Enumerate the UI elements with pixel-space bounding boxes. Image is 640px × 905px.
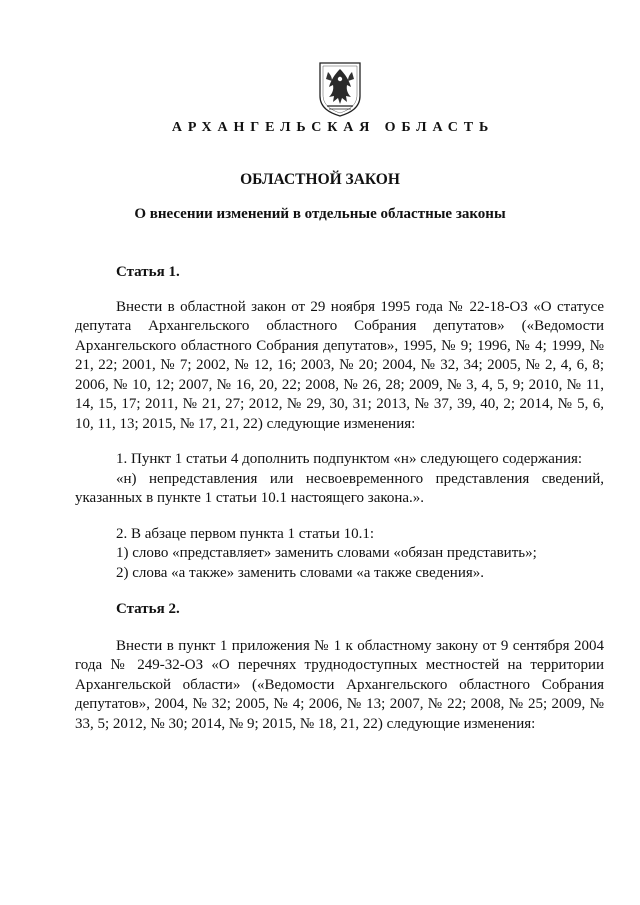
article-1-item-2-sub-1: 1) слово «представляет» заменить словами «обязан представить»; [116,545,537,561]
article-1-item-2: 2. В абзаце первом пункта 1 статьи 10.1: [116,525,374,542]
article-2-heading: Статья 2. [116,601,180,617]
article-1-item-2-sub-2: 2) слова «а также» заменить словами «а также сведения». [116,564,485,581]
coat-of-arms-icon [317,60,363,117]
article-1-heading: Статья 1. [116,264,180,280]
article-1-item-1: 1. Пункт 1 статьи 4 дополнить подпунктом «н» следующего содержания: [116,451,583,467]
law-type-heading: ОБЛАСТНОЙ ЗАКОН [240,171,400,188]
law-body [75,263,604,734]
article-1-intro: Внести в областной закон от 29 ноября 1995 года № 22-18-ОЗ «О статусе депутата Архангельского областного Собрания депутатов» («Ведомости Архангельского областного Собрания депутатов», 1995, № 9; 1996, № 4; 1999, № 21, 22; 2001, № 7; 2002, № 12, 16; 2003, № 20; 2004, № 32, 34; 2005, № 2, 4, 6, 8; 2006, № 10, 12; 2007, № 16, 20, 22; 2008, № 26, 28; 2009, № 3, 4, 5, 9; 2010, № 11, 14, 15, 17; 2011, № 21, 27; 2012, № 29, 30, 31; 2013, № 37, 39, 40, 2; 2014, № 5, 6, 10, 11, 13; 2015, № 17, 21, 22) следующие изменения: [75,298,604,432]
region-name: АРХАНГЕЛЬСКАЯ ОБЛАСТЬ [171,120,495,135]
law-title: О внесении изменений в отдельные областные законы [134,206,506,222]
article-1-item-1-text: «н) непредставления или несвоевременного представления сведений, указанных в пункте 1 статьи 10.1 настоящего закона.». [75,470,604,506]
article-2-intro: Внести в пункт 1 приложения № 1 к областному закону от 9 сентября 2004 года № 249-32-ОЗ «О перечнях труднодоступных местностей на территории Архангельской области» («Ведомости Архангельского областного Собрания депутатов», 2004, № 32; 2005, № 4; 2006, № 13; 2007, № 22; 2008, № 25; 2009, № 33, 5; 2012, № 30; 2014, № 9; 2015, № 18, 21, 22) следующие изменения: [75,637,604,732]
